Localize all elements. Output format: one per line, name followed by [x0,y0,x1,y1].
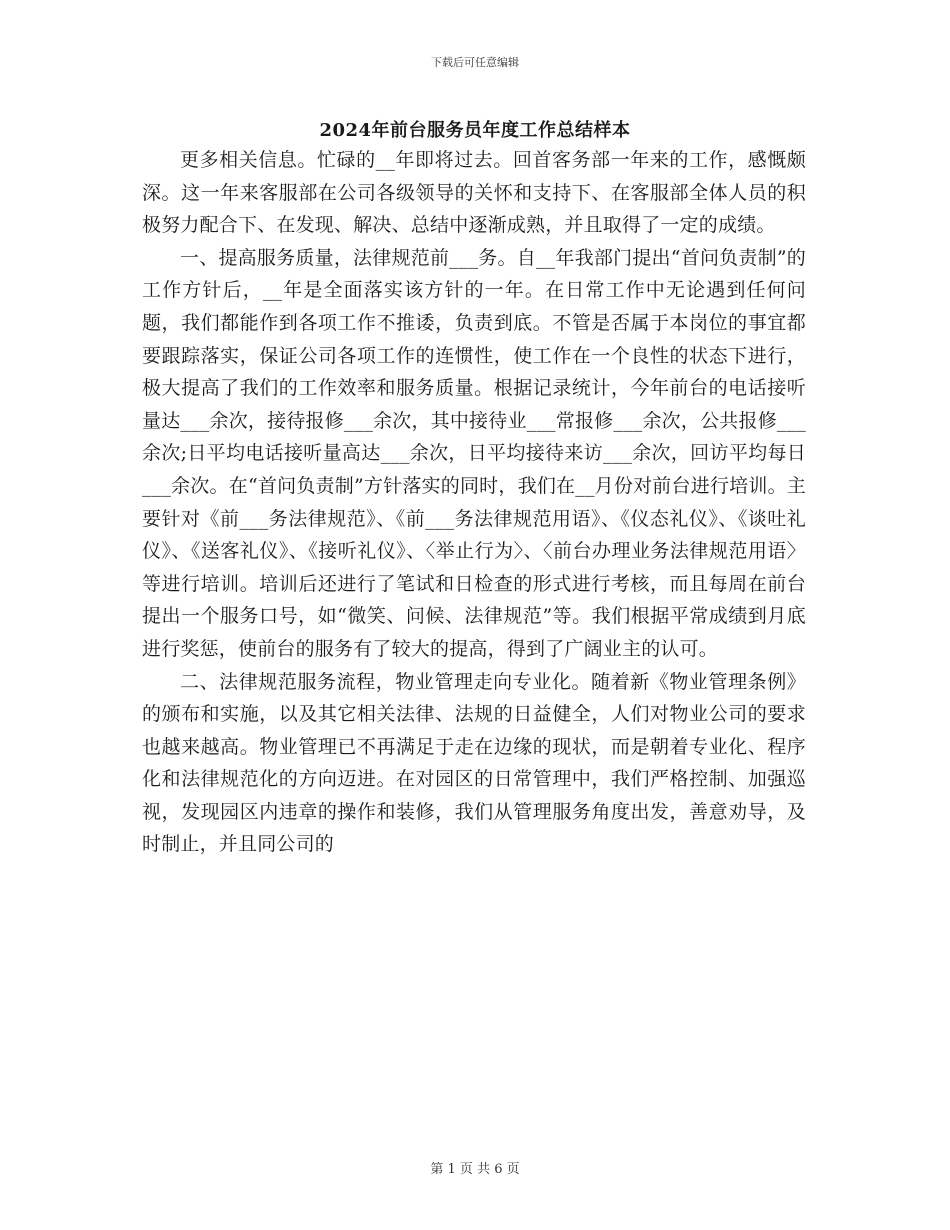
page-header-note: 下载后可任意编辑 [431,56,519,69]
document-body [142,144,806,861]
document-title: 2024年前台服务员年度工作总结样本 [319,120,631,141]
paragraph-section-2: 二、法律规范服务流程，物业管理走向专业化。随着新《物业管理条例》的颁布和实施，以及其它相关法律、法规的日益健全，人们对物业公司的要求也越来越高。物业管理已不再满足于走在边缘的现状，而是朝着专业化、程序化和法律规范化的方向迈进。在对园区的日常管理中，我们严格控制、加强巡视，发现园区内违章的操作和装修，我们从管理服务角度出发，善意劝导，及时制止，并且同公司的 [142,670,806,856]
page-number-footer: 第 1 页 共 6 页 [430,1162,520,1177]
paragraph-section-1: 一、提高服务质量，法律规范前___务。自__年我部门提出“首问负责制”的工作方针后，__年是全面落实该方针的一年。在日常工作中无论遇到任何问题，我们都能作到各项工作不推诿，负责到底。不管是否属于本岗位的事宜都要跟踪落实，保证公司各项工作的连惯性，使工作在一个良性的状态下进行，极大提高了我们的工作效率和服务质量。根据记录统计，今年前台的电话接听量达___余次，接待报修___余次，其中接待业___常报修___余次，公共报修___余次;日平均电话接听量高达___余次，日平均接待来访___余次，回访平均每日___余次。在“首问负责制”方针落实的同时，我们在__月份对前台进行培训。主要针对《前___务法律规范》、《前___务法律规范用语》、《仪态礼仪》、《谈吐礼仪》、《送客礼仪》、《接听礼仪》、〈举止行为〉、〈前台办理业务法律规范用语〉等进行培训。培训后还进行了笔试和日检查的形式进行考核，而且每周在前台提出一个服务口号，如“微笑、问候、法律规范”等。我们根据平常成绩到月底进行奖惩，使前台的服务有了较大的提高，得到了广阔业主的认可。 [142,246,806,660]
paragraph-intro: 更多相关信息。忙碌的__年即将过去。回首客务部一年来的工作，感慨颇深。这一年来客服部在公司各级领导的关怀和支持下、在客服部全体人员的积极努力配合下、在发现、解决、总结中逐渐成熟，并且取得了一定的成绩。 [142,149,806,237]
